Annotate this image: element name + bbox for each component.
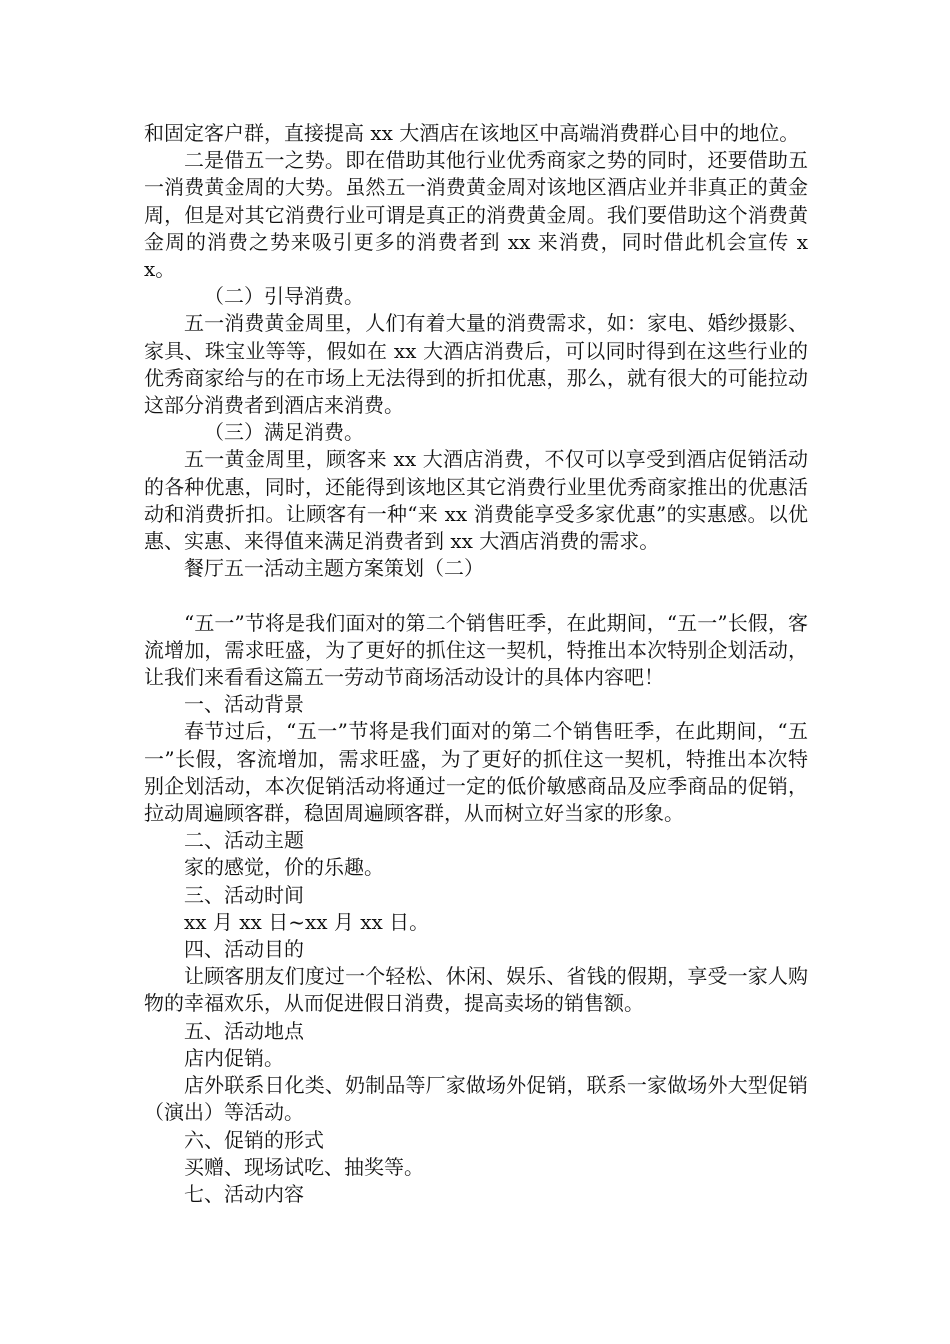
section-heading: 三、活动时间 (184, 882, 304, 907)
paragraph: xx 月 xx 日~xx 月 xx 日。 (184, 909, 430, 934)
section-heading: 六、促销的形式 (184, 1127, 324, 1152)
paragraph: 店内促销。 (184, 1045, 284, 1070)
section-heading: 二、活动主题 (184, 828, 304, 853)
paragraph: 让顾客朋友们度过一个轻松、休闲、娱乐、省钱的假期，享受一家人购物的幸福欢乐，从而促进假日消费，提高卖场的销售额。 (144, 964, 808, 1016)
paragraph: 店外联系日化类、奶制品等厂家做场外促销，联系一家做场外大型促销（演出）等活动。 (144, 1073, 808, 1125)
paragraph: 五一黄金周里，顾客来 xx 大酒店消费，不仅可以享受到酒店促销活动的各种优惠，同时，还能得到该地区其它消费行业里优秀商家推出的优惠活动和消费折扣。让顾客有一种“来 xx 消费能享受多家优惠”的实惠感。以优惠、实惠、来得值来满足消费者到 xx 大酒店消费的需求。 (144, 447, 808, 554)
paragraph: “五一”节将是我们面对的第二个销售旺季，在此期间，“五一”长假，客流增加，需求旺盛，为了更好的抓住这一契机，特推出本次特别企划活动，让我们来看看这篇五一劳动节商场活动设计的具体内容吧！ (144, 610, 808, 690)
paragraph: 五一消费黄金周里，人们有着大量的消费需求，如：家电、婚纱摄影、家具、珠宝业等等，假如在 xx 大酒店消费后，可以同时得到在这些行业的优秀商家给与的在市场上无法得到的折扣优惠，那么，就有很大的可能拉动这部分消费者到酒店来消费。 (144, 311, 808, 418)
document-page (144, 120, 808, 1208)
section-heading: （三）满足消费。 (204, 420, 364, 445)
blank-line (144, 582, 808, 609)
paragraph: 买赠、现场试吃、抽奖等。 (184, 1154, 424, 1179)
paragraph: 春节过后，“五一”节将是我们面对的第二个销售旺季，在此期间，“五一”长假，客流增加，需求旺盛，为了更好的抓住这一契机，特推出本次特别企划活动，本次促销活动将通过一定的低价敏感商品及应季商品的促销，拉动周遍顾客群，稳固周遍顾客群，从而树立好当家的形象。 (144, 719, 808, 826)
section-heading: 七、活动内容 (184, 1181, 304, 1206)
section-heading: 五、活动地点 (184, 1018, 304, 1043)
section-heading: （二）引导消费。 (204, 284, 364, 309)
section-heading: 四、活动目的 (184, 937, 304, 962)
paragraph: 二是借五一之势。即在借助其他行业优秀商家之势的同时，还要借助五一消费黄金周的大势。虽然五一消费黄金周对该地区酒店业并非真正的黄金周，但是对其它消费行业可谓是真正的消费黄金周。我们要借助这个消费黄金周的消费之势来吸引更多的消费者到 xx 来消费，同时借此机会宣传 xx。 (144, 148, 808, 282)
paragraph: 和固定客户群，直接提高 xx 大酒店在该地区中高端消费群心目中的地位。 (144, 121, 800, 145)
paragraph: 家的感觉，价的乐趣。 (184, 855, 384, 880)
document-title: 餐厅五一活动主题方案策划（二） (184, 556, 484, 581)
section-heading: 一、活动背景 (184, 692, 304, 717)
